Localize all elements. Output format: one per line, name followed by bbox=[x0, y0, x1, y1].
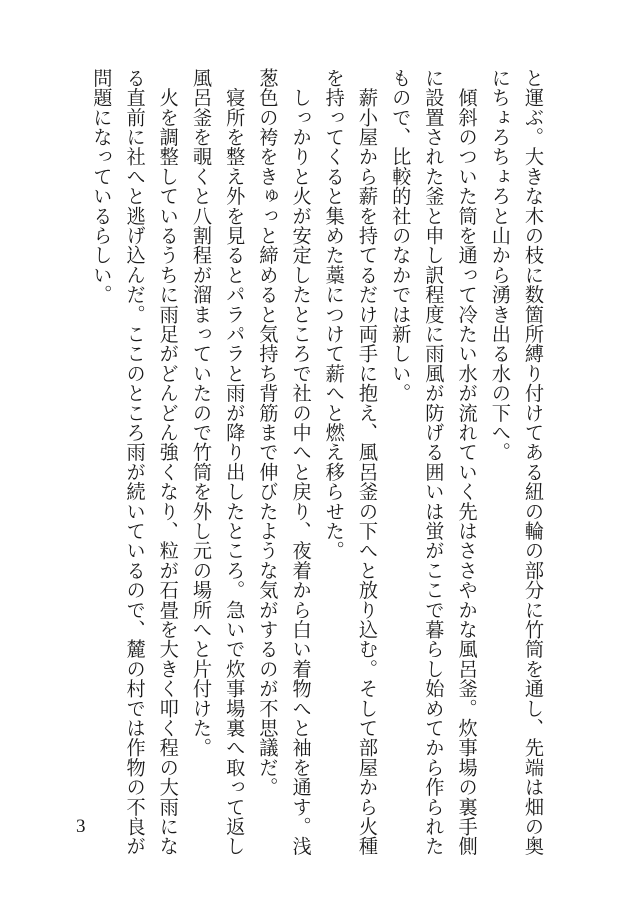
text-line: しっかりと火が安定したところで社の中へと戻り、夜着から白い着物へと袖を通す。浅 bbox=[289, 68, 313, 857]
text-line: 火を調整しているうちに雨足がどんどん強くなり、粒が石畳を大きく叩く程の大雨にな bbox=[156, 68, 180, 857]
text-line: にちょろちょろと山から湧き出る水の下へ。 bbox=[488, 68, 512, 463]
text-line: に設置された釜と申し訳程度に雨風が防げる囲いは蛍がここで暮らし始めてから作られた bbox=[422, 68, 446, 856]
text-line: る直前に社へと逃げ込んだ。ここのところ雨が続いているので、麓の村では作物の不良が bbox=[123, 68, 147, 856]
text-line: 薪小屋から薪を持てるだけ両手に抱え、風呂釜の下へと放り込む。そして部屋から火種 bbox=[355, 68, 379, 856]
text-line: を持ってくると集めた藁につけて薪へと燃え移らせた。 bbox=[322, 68, 346, 561]
text-line: もので、比較的社のなかでは新しい。 bbox=[389, 68, 413, 403]
text-line: 問題になっているらしい。 bbox=[90, 68, 114, 305]
text-line: 葱色の袴をきゅっと締めると気持ち背筋まで伸びたような気がするのが不思議だ。 bbox=[256, 68, 280, 797]
text-line: 傾斜のついた筒を通って冷たい水が流れていく先はささやかな風呂釜。炊事場の裏手側 bbox=[455, 68, 479, 856]
vertical-text-body bbox=[90, 68, 550, 857]
text-line: 風呂釜を覗くと八割程が溜まっていたので竹筒を外し元の場所へと片付けた。 bbox=[189, 68, 213, 758]
text-line: と運ぶ。大きな木の枝に数箇所縛り付けてある紐の輪の部分に竹筒を通し、先端は畑の奥 bbox=[522, 68, 545, 857]
page-number: 3 bbox=[76, 816, 86, 837]
text-line: 寝所を整え外を見るとパラパラと雨が降り出したところ。急いで炊事場裏へ取って返し bbox=[223, 68, 247, 856]
